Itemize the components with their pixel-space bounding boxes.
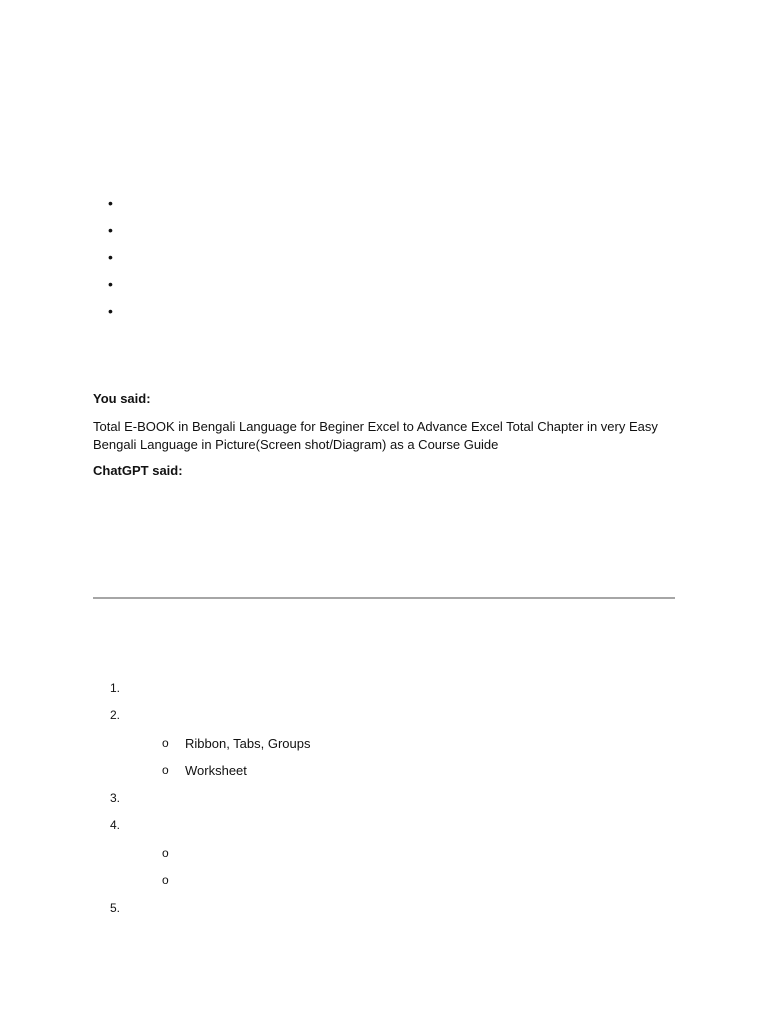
- sub-bullet-icon: o: [162, 763, 169, 777]
- list-item: [108, 680, 684, 707]
- text-line: [93, 508, 683, 525]
- horizontal-divider: [93, 597, 675, 599]
- part-heading: [93, 626, 683, 643]
- sub-list: [162, 735, 684, 789]
- you-said-label: You said:: [93, 391, 151, 406]
- list-item: [162, 872, 684, 899]
- text-line: [93, 491, 683, 508]
- list-number: 5.: [110, 901, 121, 915]
- list-item: [108, 276, 684, 303]
- sub-bullet-icon: o: [162, 846, 169, 860]
- list-number: 1.: [110, 681, 121, 695]
- list-item-text: Worksheet: [185, 763, 247, 778]
- bullet-icon: •: [108, 276, 113, 292]
- list-item: [162, 762, 684, 789]
- text-line: [93, 330, 683, 347]
- list-item: [108, 707, 684, 734]
- list-item: [108, 817, 684, 844]
- text-line: [93, 105, 683, 122]
- sub-list: [162, 845, 684, 899]
- list-item: [108, 249, 684, 276]
- list-item: [108, 303, 684, 330]
- text-line: [93, 653, 683, 670]
- text-line: [93, 525, 683, 542]
- response-paragraph: [93, 491, 683, 542]
- response-paragraph: [93, 554, 683, 588]
- list-item: [108, 222, 684, 249]
- sub-bullet-icon: o: [162, 873, 169, 887]
- text-line: [93, 571, 683, 588]
- list-number: 3.: [110, 791, 121, 805]
- chapter-list: [108, 680, 684, 734]
- bullet-icon: •: [108, 222, 113, 238]
- text-line: [93, 139, 683, 156]
- text-line: [93, 168, 683, 185]
- text-line: [93, 554, 683, 571]
- bullet-icon: •: [108, 303, 113, 319]
- text-line: [93, 88, 683, 105]
- list-item: [108, 900, 684, 927]
- chapter-list-continued: [108, 900, 684, 927]
- intro-bullet-list: [108, 195, 684, 330]
- text-line: [93, 347, 683, 364]
- text-line: [93, 122, 683, 139]
- list-item: [162, 845, 684, 872]
- user-message: Total E-BOOK in Bengali Language for Beginer Excel to Advance Excel Total Chapter in very Easy Bengali Language in Picture(Screen shot/Diagram) as a Course Guide: [93, 419, 658, 452]
- section-label: [93, 168, 683, 185]
- list-item: [108, 195, 684, 222]
- chapter-heading: [93, 653, 683, 670]
- list-item: [108, 790, 684, 817]
- question-paragraph: [93, 330, 683, 381]
- list-number: 2.: [110, 708, 121, 722]
- text-line: [93, 626, 683, 643]
- list-item: [162, 735, 684, 762]
- bullet-icon: •: [108, 249, 113, 265]
- chapter-list-continued: [108, 790, 684, 844]
- sub-bullet-icon: o: [162, 736, 169, 750]
- chatgpt-said-label: ChatGPT said:: [93, 463, 183, 478]
- intro-paragraph: [93, 88, 683, 156]
- bullet-icon: •: [108, 195, 113, 211]
- list-item-text: Ribbon, Tabs, Groups: [185, 736, 311, 751]
- text-line: [93, 364, 683, 381]
- list-number: 4.: [110, 818, 121, 832]
